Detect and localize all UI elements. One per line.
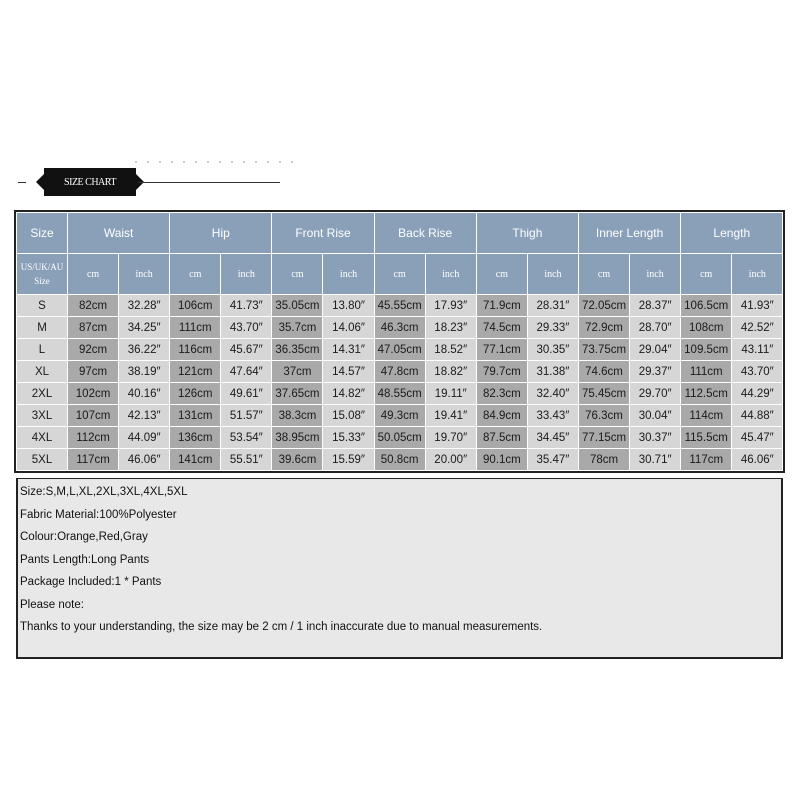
inch-cell: 44.88″ — [732, 405, 783, 427]
inch-cell: 18.82″ — [425, 361, 476, 383]
unit-inch-header: inch — [527, 254, 578, 295]
cm-cell: 114cm — [681, 405, 732, 427]
table-row — [17, 383, 783, 405]
unit-header-row — [17, 254, 783, 295]
size-chart-banner — [18, 168, 268, 198]
unit-inch-header: inch — [732, 254, 783, 295]
inch-cell: 30.35″ — [527, 339, 578, 361]
inch-cell: 51.57″ — [221, 405, 272, 427]
unit-inch-header: inch — [425, 254, 476, 295]
inch-cell: 18.52″ — [425, 339, 476, 361]
group-header-row — [17, 213, 783, 254]
unit-cm-header: cm — [681, 254, 732, 295]
size-cell: 3XL — [17, 405, 68, 427]
note-line: Size:S,M,L,XL,2XL,3XL,4XL,5XL — [20, 486, 188, 498]
banner-label: SIZE CHART — [44, 168, 136, 196]
inch-cell: 29.70″ — [630, 383, 681, 405]
cm-cell: 38.3cm — [272, 405, 323, 427]
unit-cm-header: cm — [170, 254, 221, 295]
size-cell: L — [17, 339, 68, 361]
inch-cell: 45.67″ — [221, 339, 272, 361]
cm-cell: 76.3cm — [578, 405, 629, 427]
cm-cell: 111cm — [681, 361, 732, 383]
cm-cell: 141cm — [170, 449, 221, 471]
banner-right-line — [138, 182, 280, 183]
cm-cell: 79.7cm — [476, 361, 527, 383]
cm-cell: 117cm — [681, 449, 732, 471]
cm-cell: 74.5cm — [476, 317, 527, 339]
inch-cell: 20.00″ — [425, 449, 476, 471]
inch-cell: 14.31″ — [323, 339, 374, 361]
unit-cm-header: cm — [578, 254, 629, 295]
cm-cell: 111cm — [170, 317, 221, 339]
cm-cell: 73.75cm — [578, 339, 629, 361]
size-cell: M — [17, 317, 68, 339]
group-header: Inner Length — [578, 213, 680, 254]
cm-cell: 82cm — [68, 295, 119, 317]
group-header: Waist — [68, 213, 170, 254]
inch-cell: 38.19″ — [119, 361, 170, 383]
product-notes — [16, 478, 783, 659]
size-cell: XL — [17, 361, 68, 383]
region-size-header — [17, 254, 68, 295]
inch-cell: 55.51″ — [221, 449, 272, 471]
cm-cell: 77.15cm — [578, 427, 629, 449]
size-cell: S — [17, 295, 68, 317]
unit-cm-header: cm — [374, 254, 425, 295]
table-row — [17, 449, 783, 471]
inch-cell: 41.73″ — [221, 295, 272, 317]
inch-cell: 17.93″ — [425, 295, 476, 317]
region-label: US/UK/AU — [20, 262, 64, 272]
inch-cell: 28.31″ — [527, 295, 578, 317]
inch-cell: 42.13″ — [119, 405, 170, 427]
inch-cell: 15.33″ — [323, 427, 374, 449]
inch-cell: 28.70″ — [630, 317, 681, 339]
cm-cell: 72.9cm — [578, 317, 629, 339]
cm-cell: 78cm — [578, 449, 629, 471]
cm-cell: 136cm — [170, 427, 221, 449]
cm-cell: 126cm — [170, 383, 221, 405]
cm-cell: 121cm — [170, 361, 221, 383]
cm-cell: 35.7cm — [272, 317, 323, 339]
table-row — [17, 295, 783, 317]
cm-cell: 35.05cm — [272, 295, 323, 317]
cm-cell: 108cm — [681, 317, 732, 339]
cm-cell: 106cm — [170, 295, 221, 317]
cm-cell: 106.5cm — [681, 295, 732, 317]
table-row — [17, 361, 783, 383]
size-cell: 4XL — [17, 427, 68, 449]
inch-cell: 13.80″ — [323, 295, 374, 317]
group-header: Length — [681, 213, 783, 254]
cm-cell: 50.05cm — [374, 427, 425, 449]
note-line: Thanks to your understanding, the size may be 2 cm / 1 inch inaccurate due to manual measurements. — [20, 621, 543, 633]
note-line: Fabric Material:100%Polyester — [20, 508, 177, 521]
group-header: Thigh — [476, 213, 578, 254]
cm-cell: 77.1cm — [476, 339, 527, 361]
inch-cell: 29.33″ — [527, 317, 578, 339]
cm-cell: 112cm — [68, 427, 119, 449]
note-line: Package Included:1 * Pants — [20, 576, 162, 588]
cm-cell: 90.1cm — [476, 449, 527, 471]
cm-cell: 117cm — [68, 449, 119, 471]
cm-cell: 74.6cm — [578, 361, 629, 383]
inch-cell: 43.70″ — [732, 361, 783, 383]
cm-cell: 92cm — [68, 339, 119, 361]
cm-cell: 45.55cm — [374, 295, 425, 317]
group-header: Front Rise — [272, 213, 374, 254]
cm-cell: 38.95cm — [272, 427, 323, 449]
unit-inch-header: inch — [323, 254, 374, 295]
unit-inch-header: inch — [630, 254, 681, 295]
unit-cm-header: cm — [272, 254, 323, 295]
inch-cell: 47.64″ — [221, 361, 272, 383]
inch-cell: 15.59″ — [323, 449, 374, 471]
cm-cell: 72.05cm — [578, 295, 629, 317]
inch-cell: 46.06″ — [119, 449, 170, 471]
unit-inch-header: inch — [119, 254, 170, 295]
inch-cell: 49.61″ — [221, 383, 272, 405]
region-size-label: Size — [34, 276, 50, 286]
inch-cell: 29.37″ — [630, 361, 681, 383]
inch-cell: 35.47″ — [527, 449, 578, 471]
inch-cell: 32.40″ — [527, 383, 578, 405]
cm-cell: 87.5cm — [476, 427, 527, 449]
inch-cell: 29.04″ — [630, 339, 681, 361]
unit-cm-header: cm — [476, 254, 527, 295]
cm-cell: 87cm — [68, 317, 119, 339]
table-row — [17, 405, 783, 427]
inch-cell: 34.45″ — [527, 427, 578, 449]
inch-cell: 46.06″ — [732, 449, 783, 471]
inch-cell: 19.70″ — [425, 427, 476, 449]
inch-cell: 19.11″ — [425, 383, 476, 405]
note-line: Please note: — [20, 598, 84, 611]
size-cell: 2XL — [17, 383, 68, 405]
size-cell: 5XL — [17, 449, 68, 471]
inch-cell: 33.43″ — [527, 405, 578, 427]
inch-cell: 14.06″ — [323, 317, 374, 339]
inch-cell: 14.57″ — [323, 361, 374, 383]
cm-cell: 37.65cm — [272, 383, 323, 405]
inch-cell: 15.08″ — [323, 405, 374, 427]
banner-left-line — [18, 182, 26, 183]
inch-cell: 28.37″ — [630, 295, 681, 317]
cm-cell: 116cm — [170, 339, 221, 361]
cm-cell: 36.35cm — [272, 339, 323, 361]
inch-cell: 36.22″ — [119, 339, 170, 361]
cm-cell: 102cm — [68, 383, 119, 405]
cm-cell: 115.5cm — [681, 427, 732, 449]
inch-cell: 41.93″ — [732, 295, 783, 317]
cm-cell: 97cm — [68, 361, 119, 383]
cm-cell: 47.8cm — [374, 361, 425, 383]
note-line: Colour:Orange,Red,Gray — [20, 531, 148, 543]
cm-cell: 109.5cm — [681, 339, 732, 361]
cm-cell: 84.9cm — [476, 405, 527, 427]
inch-cell: 44.09″ — [119, 427, 170, 449]
cm-cell: 48.55cm — [374, 383, 425, 405]
table-row — [17, 339, 783, 361]
inch-cell: 30.04″ — [630, 405, 681, 427]
cm-cell: 39.6cm — [272, 449, 323, 471]
table-row — [17, 427, 783, 449]
size-table-body — [17, 295, 783, 471]
group-header: Hip — [170, 213, 272, 254]
inch-cell: 14.82″ — [323, 383, 374, 405]
cm-cell: 47.05cm — [374, 339, 425, 361]
unit-cm-header: cm — [68, 254, 119, 295]
cm-cell: 49.3cm — [374, 405, 425, 427]
inch-cell: 19.41″ — [425, 405, 476, 427]
inch-cell: 34.25″ — [119, 317, 170, 339]
inch-cell: 30.71″ — [630, 449, 681, 471]
inch-cell: 42.52″ — [732, 317, 783, 339]
inch-cell: 43.11″ — [732, 339, 783, 361]
decorative-dots — [130, 160, 300, 164]
inch-cell: 18.23″ — [425, 317, 476, 339]
cm-cell: 112.5cm — [681, 383, 732, 405]
cm-cell: 50.8cm — [374, 449, 425, 471]
cm-cell: 71.9cm — [476, 295, 527, 317]
unit-inch-header: inch — [221, 254, 272, 295]
inch-cell: 40.16″ — [119, 383, 170, 405]
size-table — [16, 212, 783, 471]
cm-cell: 75.45cm — [578, 383, 629, 405]
inch-cell: 53.54″ — [221, 427, 272, 449]
size-header: Size — [17, 213, 68, 254]
note-line: Pants Length:Long Pants — [20, 553, 150, 566]
cm-cell: 131cm — [170, 405, 221, 427]
table-row — [17, 317, 783, 339]
inch-cell: 30.37″ — [630, 427, 681, 449]
inch-cell: 45.47″ — [732, 427, 783, 449]
inch-cell: 44.29″ — [732, 383, 783, 405]
inch-cell: 31.38″ — [527, 361, 578, 383]
inch-cell: 43.70″ — [221, 317, 272, 339]
inch-cell: 32.28″ — [119, 295, 170, 317]
group-header: Back Rise — [374, 213, 476, 254]
cm-cell: 82.3cm — [476, 383, 527, 405]
cm-cell: 46.3cm — [374, 317, 425, 339]
cm-cell: 37cm — [272, 361, 323, 383]
cm-cell: 107cm — [68, 405, 119, 427]
